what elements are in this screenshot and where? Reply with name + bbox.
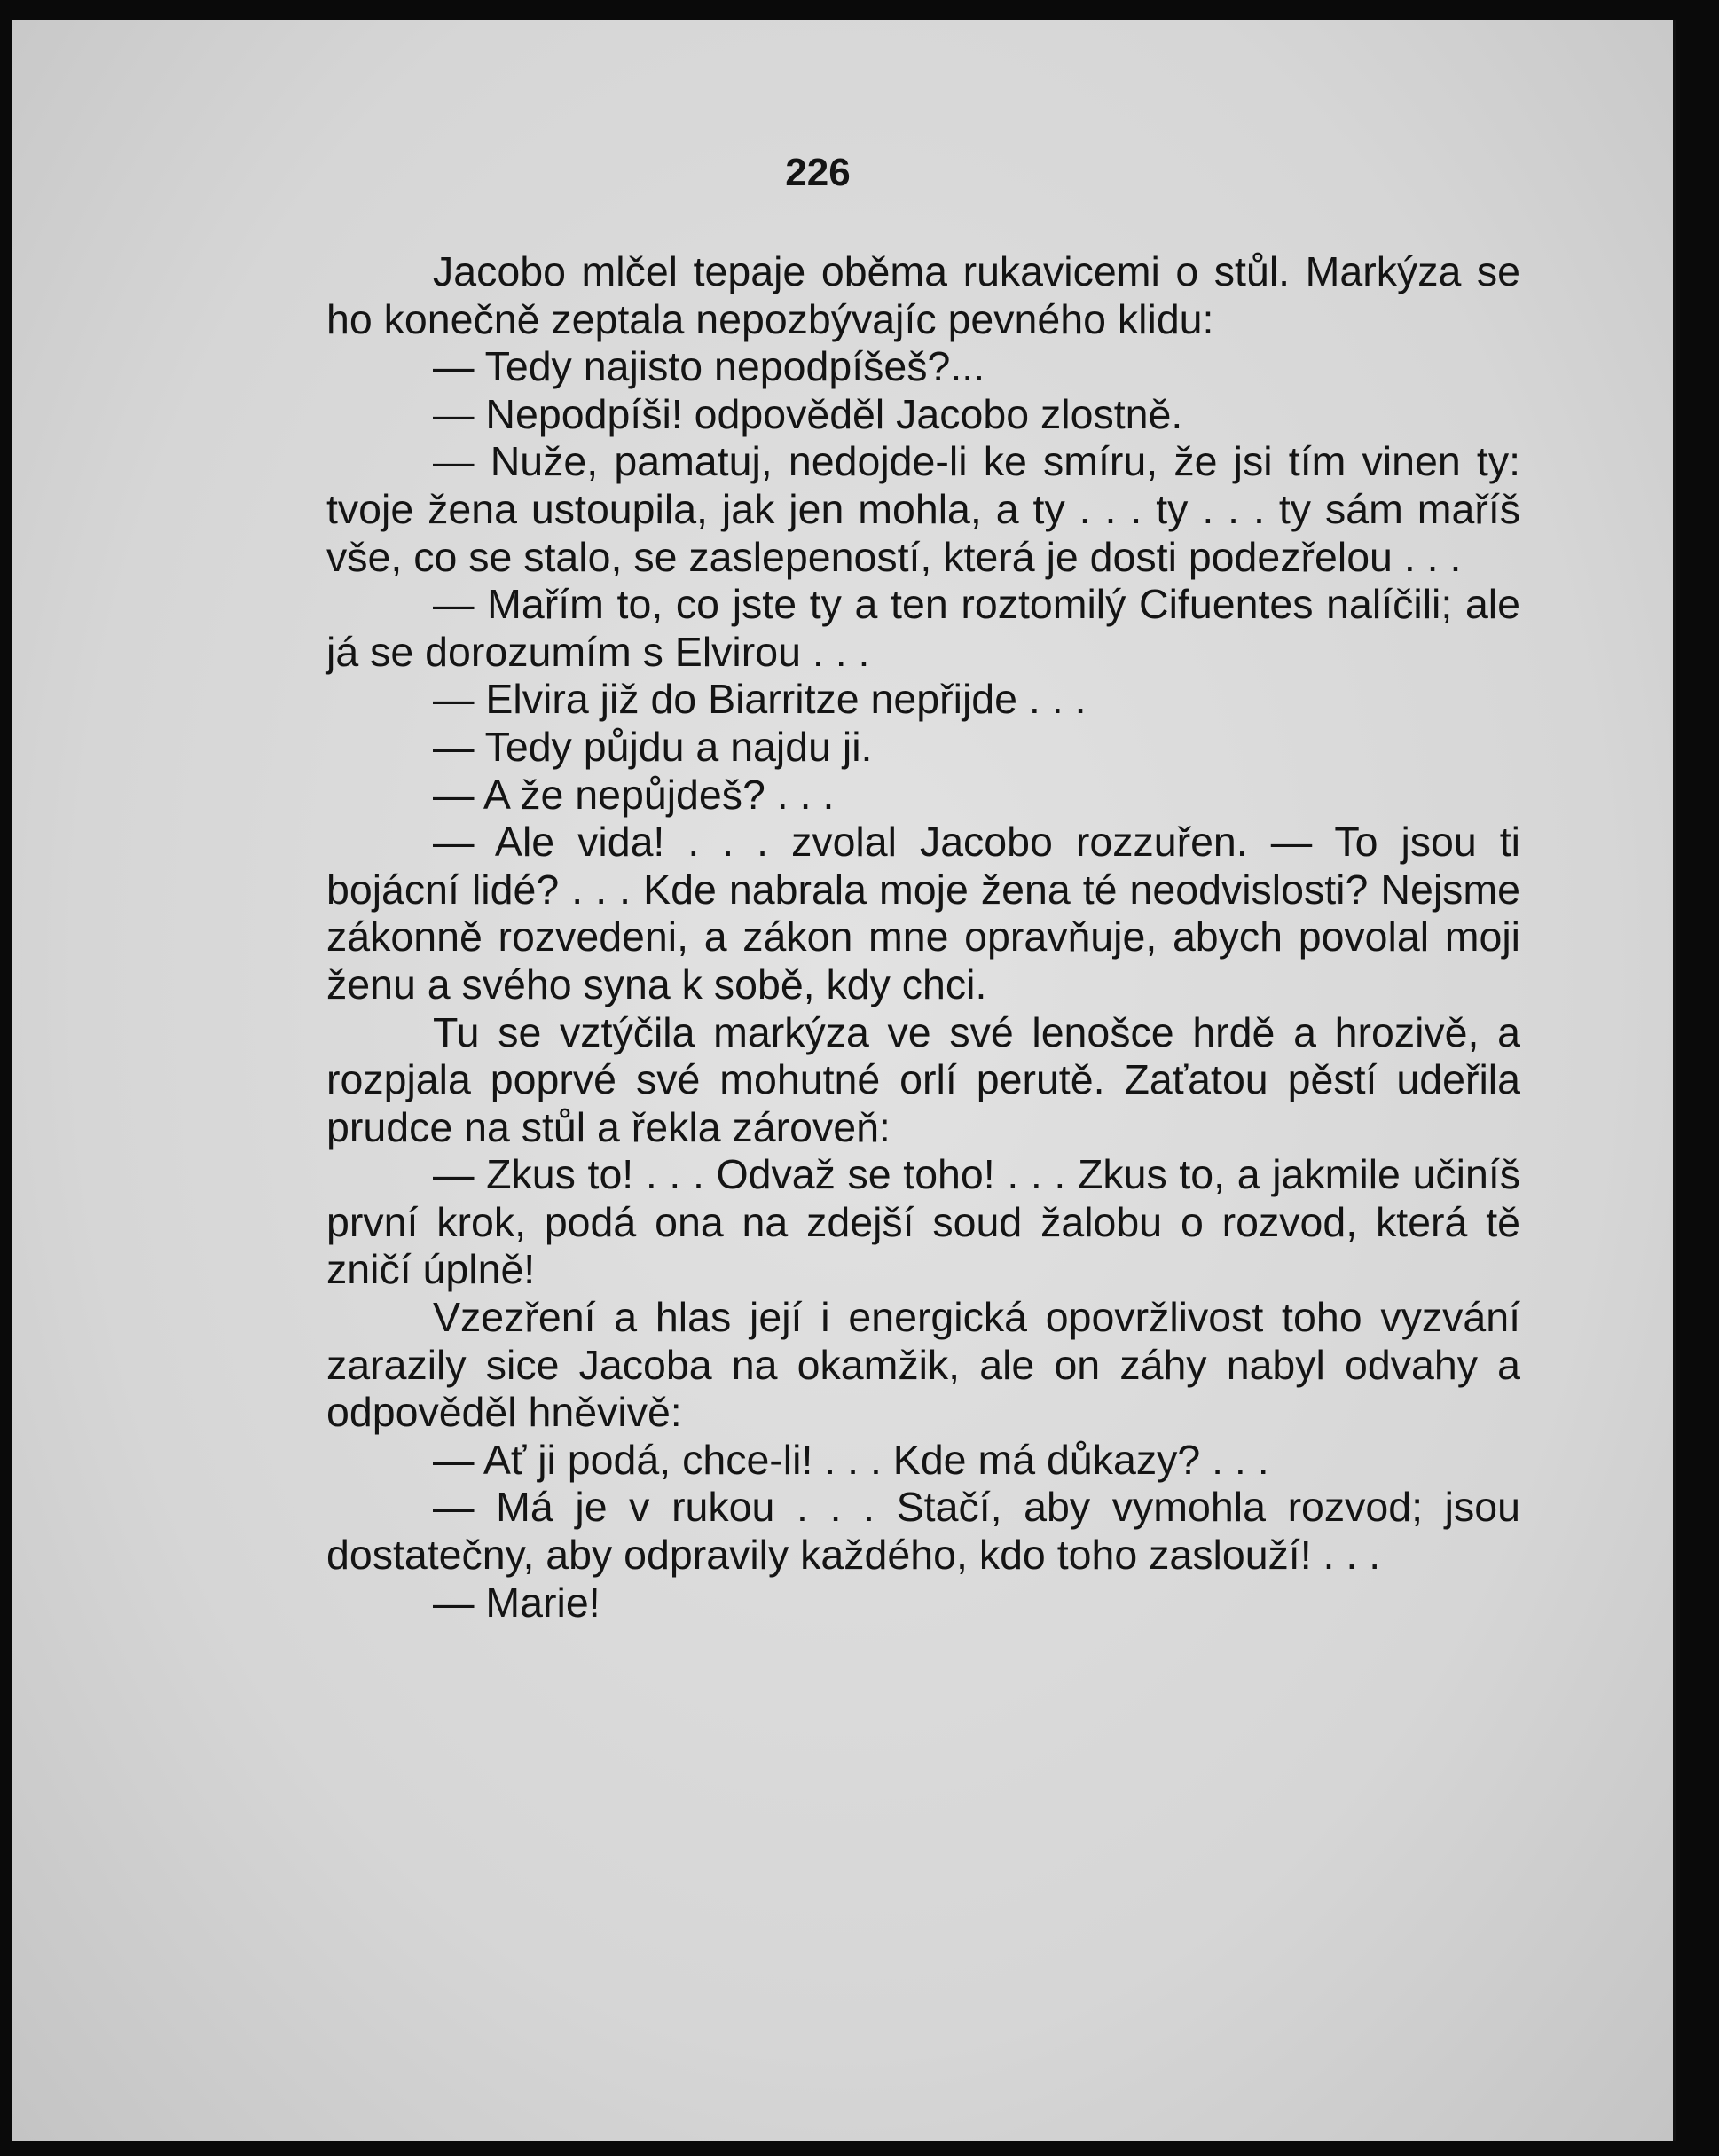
book-page [12, 20, 1676, 2141]
dialogue-line: — Marie! [433, 1579, 600, 1626]
page-number: 226 [785, 151, 851, 194]
dialogue-line: — A že nepůjdeš? . . . [433, 771, 835, 818]
dialogue-line: — Tedy najisto nepodpíšeš?... [433, 343, 985, 390]
dialogue-line: — Elvira již do Biarritze nepřijde . . . [433, 676, 1087, 723]
paragraph: Vzezření a hlas její i energická opovržlivost toho vyzvání zarazily sice Jacoba na okamžik, ale on záhy nabyl odvahy a odpověděl hněvivě: [326, 1294, 1520, 1436]
page-edge-divider [1673, 20, 1676, 2141]
paragraph: Tu se vztýčila markýza ve své lenošce hrdě a hrozivě, a rozpjala poprvé své mohutné orlí perutě. Zaťatou pěstí udeřila prudce na stůl a řekla zároveň: [326, 1008, 1520, 1150]
dialogue-line: — Nepodpíši! odpověděl Jacobo zlostně. [433, 390, 1183, 437]
dialogue-line: — Nuže, pamatuj, nedojde-li ke smíru, že jsi tím vinen ty: tvoje žena ustoupila, jak jen mohla, a ty . . . ty . . . ty sám maříš vše, co se stalo, se zaslepeností, která je dosti podezřelou . . . [326, 438, 1520, 580]
dialogue-line: — Mařím to, co jste ty a ten roztomilý Cifuentes nalíčili; ale já se dorozumím s Elvirou . . . [326, 581, 1520, 675]
body-text [326, 248, 1520, 1627]
dialogue-line: — Má je v rukou . . . Stačí, aby vymohla rozvod; jsou dostatečny, aby odpravily každého, kdo toho zaslouží! . . . [326, 1484, 1520, 1579]
paragraph: Jacobo mlčel tepaje oběma rukavicemi o stůl. Markýza se ho konečně zeptala nepozbývajíc pevného klidu: [326, 248, 1520, 342]
dialogue-line: — Ale vida! . . . zvolal Jacobo rozzuřen. — To jsou ti bojácní lidé? . . . Kde nabrala moje žena té neodvislosti? Nejsme zákonně rozvedeni, a zákon mne opravňuje, abych povolal moji ženu a svého syna k sobě, kdy chci. [326, 819, 1520, 1007]
dialogue-line: — Ať ji podá, chce-li! . . . Kde má důkazy? . . . [433, 1436, 1269, 1483]
dialogue-line: — Tedy půjdu a najdu ji. [433, 723, 873, 770]
dialogue-line: — Zkus to! . . . Odvaž se toho! . . . Zkus to, a jakmile učiníš první krok, podá ona na zdejší soud žalobu o rozvod, která tě zničí úplně! [326, 1151, 1520, 1293]
